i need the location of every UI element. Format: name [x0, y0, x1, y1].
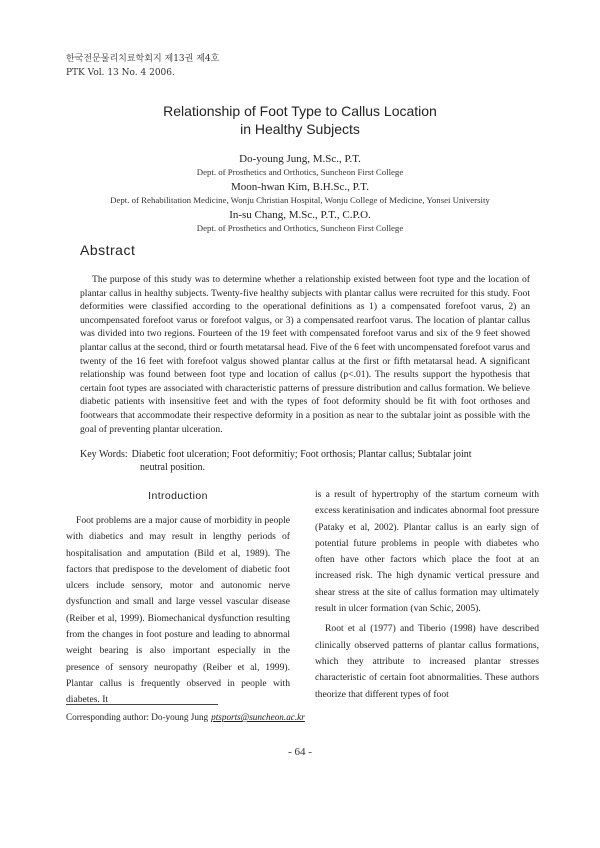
- author-name: In-su Chang, M.Sc., P.T., C.P.O.: [229, 209, 371, 221]
- author-affiliation: Dept. of Prosthetics and Orthotics, Suncheon First College: [196, 167, 404, 177]
- left-column: [66, 487, 290, 709]
- paper-title: [0, 102, 600, 138]
- journal-header: [66, 52, 219, 80]
- title-line-1: Relationship of Foot Type to Callus Location: [163, 103, 437, 119]
- author-affiliation: Dept. of Rehabilitation Medicine, Wonju Christian Hospital, Wonju College of Medicine, Yonsei University: [110, 195, 490, 205]
- journal-name-korean: 한국전문물리치료학회지 제13권 제4호: [66, 54, 220, 64]
- footnote-label: Corresponding author: Do-young Jung: [66, 712, 209, 722]
- author-name: Do-young Jung, M.Sc., P.T.: [239, 153, 361, 165]
- keywords-line-1: Diabetic foot ulceration; Foot deformitiy; Foot orthosis; Plantar callus; Subtalar joint: [131, 449, 472, 460]
- introduction-paragraph: is a result of hypertrophy of the startum corneum with excess keratinisation and indicates abnormal foot pressure (Pataky et al, 2002). Plantar callus is an early sign of potential future problems in people with diabetes who often have other factors which place the foot at an increased risk. The high dynamic vertical pressure and shear stress at the site of callus formation may ultimately result in ulcer formation (van Schic, 2005).: [315, 489, 539, 615]
- introduction-paragraph: Foot problems are a major cause of morbidity in people with diabetics and may result in lengthy periods of hospitalisation and amputation (Bild et al, 1989). The factors that predispose to the develoment of diabetic foot ulcers include sensory, motor and autonomic nerve dysfunction and small and large vessel vascular disease (Reiber et al, 1999). Biomechanical dysfunction resulting from the changes in foot posture and leading to abnormal weight bearing is also important especially in the presence of sensory neuropathy (Reiber et al, 1999). Plantar callus is frequently observed in people with diabetes. It: [66, 515, 290, 706]
- introduction-heading: Introduction: [148, 490, 208, 502]
- right-column: [315, 487, 539, 703]
- title-line-2: in Healthy Subjects: [240, 121, 360, 137]
- page-number: - 64 -: [288, 746, 312, 758]
- author-block: [0, 152, 600, 236]
- author-email-link[interactable]: ptsports@suncheon.ac.kr: [211, 712, 305, 722]
- footnote-divider: [66, 704, 218, 705]
- author-affiliation: Dept. of Prosthetics and Orthotics, Suncheon First College: [196, 223, 404, 233]
- journal-volume: PTK Vol. 13 No. 4 2006.: [66, 68, 175, 78]
- abstract-text: The purpose of this study was to determine whether a relationship existed between foot type and the location of plantar callus in healthy subjects. Twenty-five healthy subjects with plantar callus were recruited for this study. Foot deformities were classified according to the operational definitions as 1) a compensated forefoot varus, 2) an uncompensated forefoot varus or forefoot valgus, or 3) a compensated rearfoot varus. The location of plantar callus was divided into two regions. Fourteen of the 19 feet with compensated forefoot varus and six of the 9 feet showed plantar callus at the second, third or fourth metatarsal head. Five of the 6 feet with uncompensated forefoot varus and twenty of the 16 feet with forefoot valgus showed plantar callus at the first or fifth metatarsal head. A significant relationship was found between foot type and location of callus (p<.01). The results support the hypothesis that certain foot types are associated with characteristic patterns of pressure distribution and callus formation. We believe diabetic patients with insensitive feet and with the types of foot deformity should be fit with foot orthoses and footwears that accommodate their respective deformity in a position as near to the subtalar joint as possible with the goal of preventing plantar ulceration.: [80, 274, 530, 435]
- abstract-heading: Abstract: [80, 242, 136, 258]
- keywords-label: Key Words:: [80, 449, 128, 460]
- corresponding-author-footnote: [66, 711, 305, 723]
- keywords-line-2: neutral position.: [140, 462, 205, 473]
- keywords: [80, 448, 530, 474]
- introduction-paragraph: Root et al (1977) and Tiberio (1998) have described clinically observed patterns of plantar callus formations, which they attribute to increased plantar stresses characteristic of certain foot abnormalities. These authors theorize that different types of foot: [315, 623, 539, 700]
- author-name: Moon-hwan Kim, B.H.Sc., P.T.: [231, 181, 369, 193]
